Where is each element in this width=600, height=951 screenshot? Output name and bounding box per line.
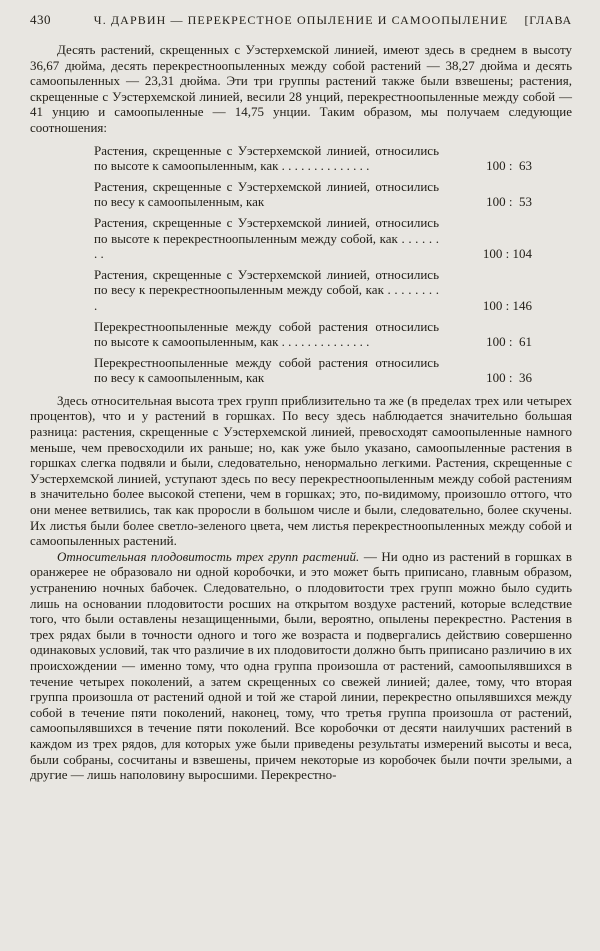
ratio-value: 100 : 104 <box>482 246 532 262</box>
ratio-value: 100 : 61 <box>486 334 532 350</box>
discussion-paragraph: Здесь относительная высота трех групп приблизительно та же (в пределах трех или четырех процентов), что и у растений в горшках. По весу здесь наблюдается значительно большая разница: растения, скрещенные с Уэстерхемской линией, превосходят самоопыленные намного меньше, чем превосходили их раньше; но, как уже было указано, самоопыленные растения в горшках слегка подвяли и были, следовательно, ненормально легкими. Растения, скрещенные с Уэстерхемской линией, уступают здесь по весу перекрестноопыленным между собой растениям в значительно более высокой степени, чем в горшках; это, по-видимому, произошло оттого, что они менее ветвились, так как проросли в большом числе и были, следовательно, более скучены. Их листья были более светло-зеленого цвета, чем листья перекрестноопыленных между собой и самоопыленных растений. <box>30 392 572 549</box>
fertility-section-title: Относительная плодовитость трех групп растений. <box>57 548 360 564</box>
ratio-row <box>94 355 532 386</box>
intro-paragraph: Десять растений, скрещенных с Уэстерхемской линией, имеют здесь в среднем в высоту 36,67 дюйма, десять перекрестноопыленных между собой растений — 38,27 дюйма и десять самоопыленных — 23,31 дюйма. Эти три группы растений также были взвешены; растения, скрещенные с Уэстерхемской линией, весили 28 унций, перекрестноопыленные между собой — 41 унцию и самоопыленные — 14,75 унции. Таким образом, мы получаем следующие соотношения: <box>30 42 572 135</box>
ratio-row <box>94 179 532 210</box>
ratio-row <box>94 267 532 314</box>
ratio-label: Растения, скрещенные с Уэстерхемской линией, относились по весу к перекрестноопыленным между собой, как . . . . . . . . . <box>94 266 439 313</box>
ratio-row <box>94 215 532 262</box>
page-number: 430 <box>30 12 51 27</box>
ratio-row <box>94 319 532 350</box>
ratio-value: 100 : 63 <box>486 158 532 174</box>
ratio-value: 100 : 146 <box>482 297 532 313</box>
running-title: Ч. ДАРВИН — ПЕРЕКРЕСТНОЕ ОПЫЛЕНИЕ И САМООПЫЛЕНИЕ <box>93 13 509 27</box>
ratio-label: Растения, скрещенные с Уэстерхемской линией, относились по высоте к перекрестноопыленным между собой, как . . . . . . . . <box>94 214 439 262</box>
ratio-value: 100 : 36 <box>486 370 532 386</box>
ratio-table <box>94 143 532 386</box>
fertility-text: — Ни одно из растений в горшках в оранжерее не образовало ни одной коробочки, и это может быть приписано, главным образом, устранению ночных бабочек. Следовательно, о плодовитости трех групп можно было судить лишь на основании плодовитости росших на открытом воздухе растений, которые вследствие того, что были оставлены незащищенными, были, вероятно, опылены перекрестно. Растения в трех рядах были в точности одного и того же возраста и подвергались действию совершенно одинаковых условий, так что различие в их плодовитости должно быть приписано различию в их происхождении — именно тому, что одна группа произошла от растений, самоопылявшихся в течение четырех поколений, а затем скрещенных со свежей линией; далее, тому, что вторая группа произошла от растений одной и той же старой линии, перекрестно опылявшихся между собой в течение пяти поколений, наконец, тому, что третья группа произошла от растений, самоопылявшихся в течение пяти поколений. Все коробочки от десяти наилучших растений в каждом из трех рядов, для которых уже были приведены результаты измерений высоты и веса, были собраны, сосчитаны и взвешены, причем некоторые из коробочек были почти зрелыми, а другие — лишь наполовину выросшими. Перекрестно- <box>30 548 572 783</box>
chapter-marker: [ГЛАВА <box>524 13 572 27</box>
page-header <box>30 13 572 27</box>
ratio-value: 100 : 53 <box>486 194 532 210</box>
ratio-label: Растения, скрещенные с Уэстерхемской линией, относились по высоте к самоопыленным, как . . . . . . . . . . . . . . <box>94 142 439 174</box>
ratio-row <box>94 143 532 174</box>
ratio-label: Перекрестноопыленные между собой растения относились по высоте к самоопыленным, как . . . . . . . . . . . . . . <box>94 318 439 350</box>
ratio-label: Растения, скрещенные с Уэстерхемской линией, относились по весу к самоопыленным, как <box>94 178 439 210</box>
fertility-paragraph <box>30 549 572 783</box>
ratio-label: Перекрестноопыленные между собой растения относились по весу к самоопыленным, как <box>94 354 439 386</box>
